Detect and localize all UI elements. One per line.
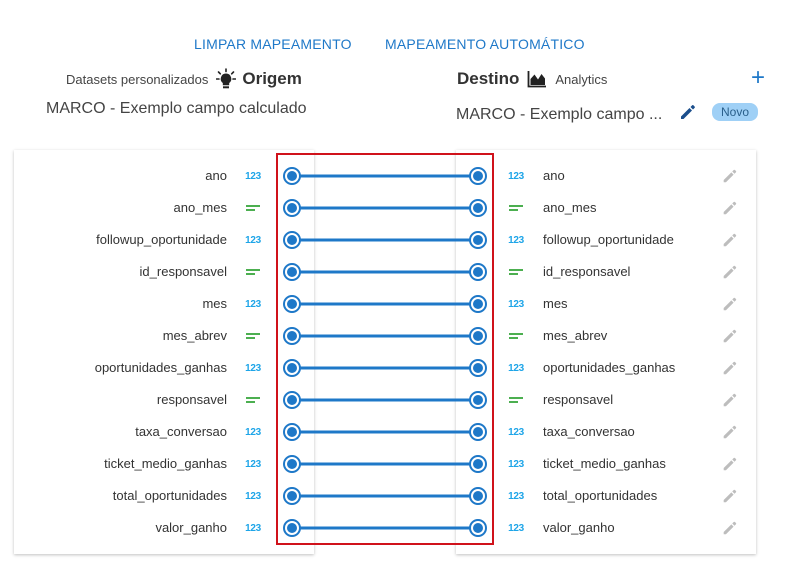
source-field-name: taxa_conversao: [135, 424, 227, 439]
destination-context-label: Analytics: [555, 71, 608, 87]
number-type-icon: 123: [245, 426, 261, 438]
destination-field-name: id_responsavel: [543, 264, 631, 279]
number-type-icon: 123: [245, 234, 261, 246]
mapping-highlight-box: [276, 153, 494, 545]
add-icon[interactable]: +: [750, 64, 765, 91]
number-type-icon: 123: [245, 362, 261, 374]
destination-dataset-name: MARCO - Exemplo campo ...: [456, 106, 663, 123]
source-field-name: ticket_medio_ganhas: [104, 456, 227, 471]
number-type-icon: 123: [245, 490, 261, 502]
destination-field-name: taxa_conversao: [543, 424, 635, 439]
source-field-name: total_oportunidades: [112, 488, 227, 503]
number-type-icon: 123: [508, 170, 524, 182]
text-type-icon: [505, 392, 527, 408]
source-field-name: ano: [205, 168, 227, 183]
number-type-icon: 123: [508, 362, 524, 374]
origin-dataset-name: MARCO - Exemplo campo calculado: [46, 100, 307, 117]
edit-field-pencil-icon[interactable]: [721, 455, 739, 473]
source-field-name: valor_ganho: [155, 520, 227, 535]
edit-field-pencil-icon[interactable]: [721, 263, 739, 281]
destination-title: Destino: [457, 69, 520, 88]
destination-field-name: total_oportunidades: [543, 488, 658, 503]
number-type-icon: 123: [508, 458, 524, 470]
source-field-name: id_responsavel: [139, 264, 227, 279]
new-badge: Novo: [712, 103, 758, 121]
edit-field-pencil-icon[interactable]: [721, 295, 739, 313]
number-type-icon: 123: [508, 298, 524, 310]
source-field-name: mes: [202, 296, 227, 311]
number-type-icon: 123: [245, 458, 261, 470]
text-type-icon: [505, 264, 527, 280]
edit-field-pencil-icon[interactable]: [721, 327, 739, 345]
number-type-icon: 123: [245, 170, 261, 182]
destination-header: [457, 66, 607, 92]
clear-mapping-button[interactable]: LIMPAR MAPEAMENTO: [194, 36, 352, 52]
edit-field-pencil-icon[interactable]: [721, 487, 739, 505]
destination-field-name: followup_oportunidade: [543, 232, 674, 247]
destination-field-name: oportunidades_ganhas: [543, 360, 676, 375]
edit-field-pencil-icon[interactable]: [721, 519, 739, 537]
source-field-name: followup_oportunidade: [96, 232, 227, 247]
number-type-icon: 123: [245, 522, 261, 534]
destination-field-name: valor_ganho: [543, 520, 615, 535]
source-field-name: mes_abrev: [162, 328, 227, 343]
lightbulb-icon: [216, 68, 236, 90]
text-type-icon: [242, 200, 264, 216]
text-type-icon: [242, 264, 264, 280]
number-type-icon: 123: [508, 490, 524, 502]
text-type-icon: [242, 392, 264, 408]
mapping-actions: [0, 36, 797, 54]
edit-field-pencil-icon[interactable]: [721, 359, 739, 377]
number-type-icon: 123: [508, 426, 524, 438]
number-type-icon: 123: [245, 298, 261, 310]
source-field-name: oportunidades_ganhas: [94, 360, 227, 375]
origin-context-label: Datasets personalizados: [66, 71, 209, 87]
text-type-icon: [242, 328, 264, 344]
destination-field-name: mes_abrev: [543, 328, 608, 343]
area-chart-icon: [527, 70, 547, 88]
number-type-icon: 123: [508, 522, 524, 534]
destination-field-name: ano: [543, 168, 565, 183]
edit-dataset-pencil-icon[interactable]: [678, 102, 698, 124]
origin-header: [66, 66, 302, 92]
text-type-icon: [505, 200, 527, 216]
destination-field-name: mes: [543, 296, 568, 311]
edit-field-pencil-icon[interactable]: [721, 199, 739, 217]
origin-title: Origem: [242, 69, 302, 88]
text-type-icon: [505, 328, 527, 344]
source-field-name: responsavel: [156, 392, 227, 407]
source-field-name: ano_mes: [173, 200, 227, 215]
destination-field-name: ticket_medio_ganhas: [543, 456, 666, 471]
edit-field-pencil-icon[interactable]: [721, 231, 739, 249]
destination-field-name: ano_mes: [543, 200, 597, 215]
auto-mapping-button[interactable]: MAPEAMENTO AUTOMÁTICO: [385, 36, 585, 52]
edit-field-pencil-icon[interactable]: [721, 423, 739, 441]
edit-field-pencil-icon[interactable]: [721, 391, 739, 409]
destination-field-name: responsavel: [543, 392, 614, 407]
edit-field-pencil-icon[interactable]: [721, 167, 739, 185]
number-type-icon: 123: [508, 234, 524, 246]
